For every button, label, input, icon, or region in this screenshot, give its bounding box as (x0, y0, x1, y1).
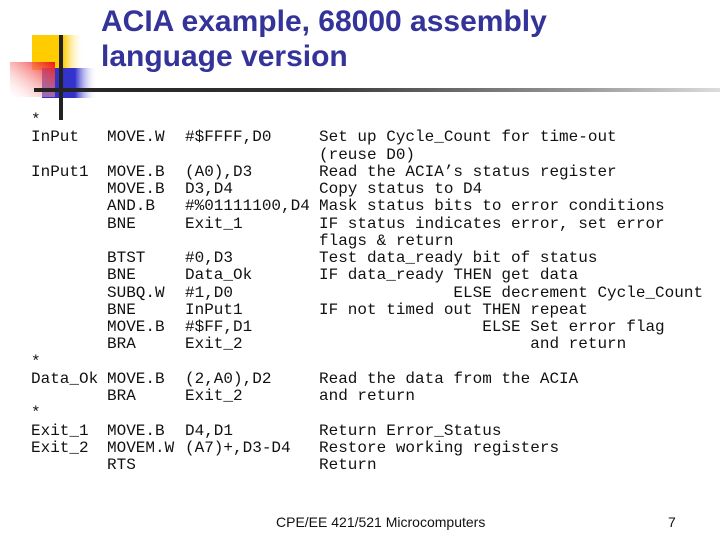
code-operand: (2,A0),D2 (185, 369, 272, 388)
title-underline (34, 88, 720, 92)
page-number: 7 (668, 514, 676, 530)
code-operand: D3,D4 (185, 180, 234, 198)
code-comment: flags & return (319, 231, 454, 250)
code-opcode: MOVE.B (107, 162, 165, 181)
code-opcode: SUBQ.W (107, 283, 165, 302)
code-comment: Return (319, 456, 377, 474)
code-opcode: MOVEM.W (107, 438, 175, 457)
code-opcode: BNE (107, 266, 136, 285)
code-operand: Exit_1 (185, 214, 243, 233)
code-comment: ELSE decrement Cycle_Count (319, 283, 704, 302)
code-opcode: AND.B (107, 197, 156, 216)
code-comment: IF data_ready THEN get data (319, 266, 579, 285)
code-label: * (31, 404, 41, 423)
code-comment: Restore working registers (319, 438, 560, 457)
code-opcode: BTST (107, 249, 146, 267)
code-operand: (A7)+,D3-D4 (185, 438, 291, 457)
code-label: Exit_2 (31, 438, 89, 457)
slide-logo (0, 0, 100, 120)
code-opcode: BRA (107, 335, 136, 354)
code-opcode: BNE (107, 300, 136, 319)
code-operand: D4,D1 (185, 421, 234, 440)
code-label: Data_Ok (31, 369, 99, 388)
code-opcode: MOVE.W (107, 128, 165, 147)
code-comment: Copy status to D4 (319, 180, 483, 198)
title-line-2: language version (101, 40, 348, 73)
code-opcode: RTS (107, 456, 136, 474)
code-comment: IF not timed out THEN repeat (319, 300, 588, 319)
code-opcode: MOVE.B (107, 421, 165, 440)
title-line-1: ACIA example, 68000 assembly (101, 5, 547, 38)
code-label: * (31, 352, 41, 371)
code-opcode: MOVE.B (107, 369, 165, 388)
code-operand: Exit_2 (185, 387, 243, 405)
code-comment: Test data_ready bit of status (319, 249, 598, 267)
code-comment: Set up Cycle_Count for time-out (319, 128, 617, 147)
code-operand: InPut1 (185, 300, 243, 319)
code-operand: #0,D3 (185, 249, 234, 267)
code-comment: Read the data from the ACIA (319, 369, 579, 388)
code-comment: Read the ACIA’s status register (319, 162, 617, 181)
code-operand: #$FF,D1 (185, 318, 253, 336)
code-opcode: BNE (107, 214, 136, 233)
code-operand: #$FFFF,D0 (185, 128, 272, 147)
footer-text: CPE/EE 421/521 Microcomputers (276, 514, 486, 530)
code-comment: and return (319, 335, 627, 354)
code-operand: #%01111100,D4 (185, 197, 310, 216)
code-comment: Return Error_Status (319, 421, 502, 440)
code-operand: #1,D0 (185, 283, 234, 302)
code-comment: and return (319, 387, 416, 405)
code-operand: Data_Ok (185, 266, 253, 285)
code-opcode: BRA (107, 387, 136, 405)
code-label: Exit_1 (31, 421, 89, 440)
code-comment: IF status indicates error, set error (319, 214, 665, 233)
code-label: * (31, 111, 41, 129)
code-comment: (reuse D0) (319, 145, 416, 164)
code-label: InPut (31, 128, 80, 147)
code-operand: (A0),D3 (185, 162, 253, 181)
code-opcode: MOVE.B (107, 180, 165, 198)
code-operand: Exit_2 (185, 335, 243, 354)
code-comment: ELSE Set error flag (319, 318, 665, 336)
code-label: InPut1 (31, 162, 89, 181)
code-comment: Mask status bits to error conditions (319, 197, 665, 216)
code-opcode: MOVE.B (107, 318, 165, 336)
slide-title (101, 4, 547, 74)
